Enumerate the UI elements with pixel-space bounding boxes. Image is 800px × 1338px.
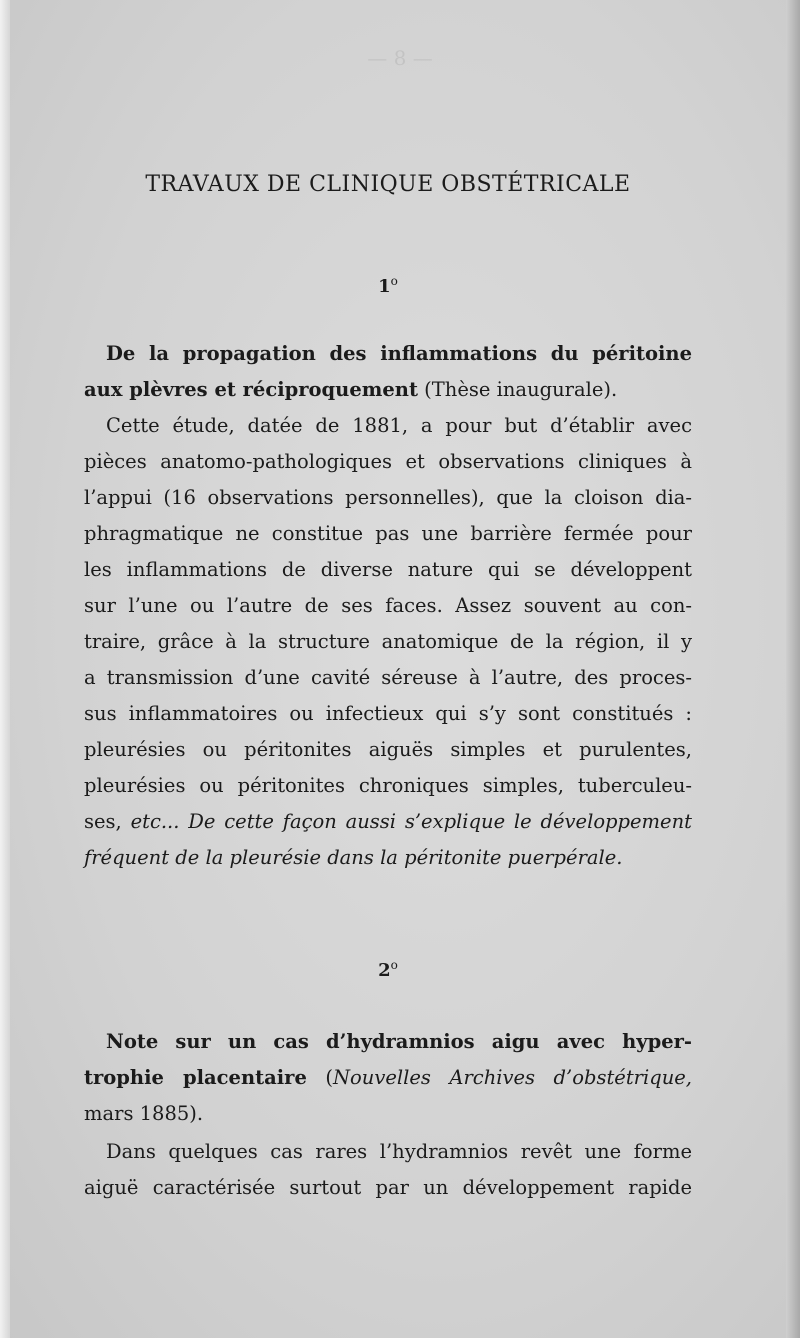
section-number-value: 1 bbox=[378, 276, 391, 297]
section-2-line-1 bbox=[106, 1024, 692, 1060]
body-text: sus inflammatoires ou infectieux qui s’y sont constitués : bbox=[84, 702, 692, 725]
body-text: Dans quelques cas rares l’hydramnios revêt une forme bbox=[106, 1140, 692, 1163]
section-1-line-5 bbox=[84, 480, 692, 516]
section-number-value: 2 bbox=[378, 960, 391, 981]
section-2-line-5 bbox=[84, 1170, 692, 1206]
body-text: Cette étude, datée de 1881, a pour but d’établir avec bbox=[106, 414, 692, 437]
section-1-line-14 bbox=[84, 804, 692, 840]
body-text: traire, grâce à la structure anatomique de la région, il y bbox=[84, 630, 692, 653]
section-2-line-2 bbox=[84, 1060, 692, 1096]
page-heading: TRAVAUX DE CLINIQUE OBSTÉTRICALE bbox=[145, 172, 631, 197]
section-1-line-11 bbox=[84, 696, 692, 732]
title-text: aux plèvres et réciproquement bbox=[84, 378, 418, 401]
section-number-2 bbox=[84, 958, 692, 981]
section-2-line-3 bbox=[84, 1096, 692, 1132]
page-right-edge bbox=[786, 0, 800, 1338]
section-1-line-1 bbox=[106, 336, 692, 372]
section-1-line-9 bbox=[84, 624, 692, 660]
section-1-line-10 bbox=[84, 660, 692, 696]
body-text: phragmatique ne constitue pas une barrière fermée pour bbox=[84, 522, 692, 545]
citation-text: mars 1885). bbox=[84, 1102, 204, 1125]
section-1-line-6 bbox=[84, 516, 692, 552]
section-1-line-13 bbox=[84, 768, 692, 804]
title-text: Note sur un cas d’hydramnios aigu avec hyper- bbox=[106, 1030, 692, 1053]
body-text: l’appui (16 observations personnelles), que la cloison dia- bbox=[84, 486, 692, 509]
citation-text: (Thèse inaugurale). bbox=[417, 378, 618, 401]
body-text: pleurésies ou péritonites chroniques simples, tuberculeu- bbox=[84, 774, 692, 797]
title-text: trophie placentaire bbox=[84, 1066, 307, 1089]
bleedthrough-text: — 8 — bbox=[367, 46, 433, 70]
section-1-line-2 bbox=[84, 372, 692, 408]
body-text: pleurésies ou péritonites aiguës simples et purulentes, bbox=[84, 738, 692, 761]
section-2-line-4 bbox=[106, 1134, 692, 1170]
body-text: pièces anatomo-pathologiques et observations cliniques à bbox=[84, 450, 692, 473]
section-1-line-12 bbox=[84, 732, 692, 768]
page-left-edge bbox=[0, 0, 10, 1338]
section-1-line-15 bbox=[84, 840, 692, 876]
section-number-mark: o bbox=[390, 958, 398, 972]
body-text: les inflammations de diverse nature qui se développent bbox=[84, 558, 692, 581]
section-number-1 bbox=[84, 274, 692, 297]
section-number-mark: o bbox=[390, 274, 398, 288]
italic-text: Nouvelles Archives d’obstétrique, bbox=[332, 1066, 692, 1089]
body-text: a transmission d’une cavité séreuse à l’autre, des proces- bbox=[84, 666, 692, 689]
section-1-line-8 bbox=[84, 588, 692, 624]
italic-text: etc... De cette façon aussi s’explique le développement bbox=[130, 810, 692, 833]
title-text: De la propagation des inflammations du péritoine bbox=[106, 342, 692, 365]
italic-text: fréquent de la pleurésie dans la péritonite puerpérale. bbox=[84, 846, 623, 869]
body-text: ses, bbox=[84, 810, 131, 833]
citation-text: ( bbox=[306, 1066, 333, 1089]
body-text: sur l’une ou l’autre de ses faces. Assez souvent au con- bbox=[84, 594, 692, 617]
section-1-line-3 bbox=[106, 408, 692, 444]
section-1-line-7 bbox=[84, 552, 692, 588]
body-text: aiguë caractérisée surtout par un développement rapide bbox=[84, 1176, 692, 1199]
section-1-line-4 bbox=[84, 444, 692, 480]
